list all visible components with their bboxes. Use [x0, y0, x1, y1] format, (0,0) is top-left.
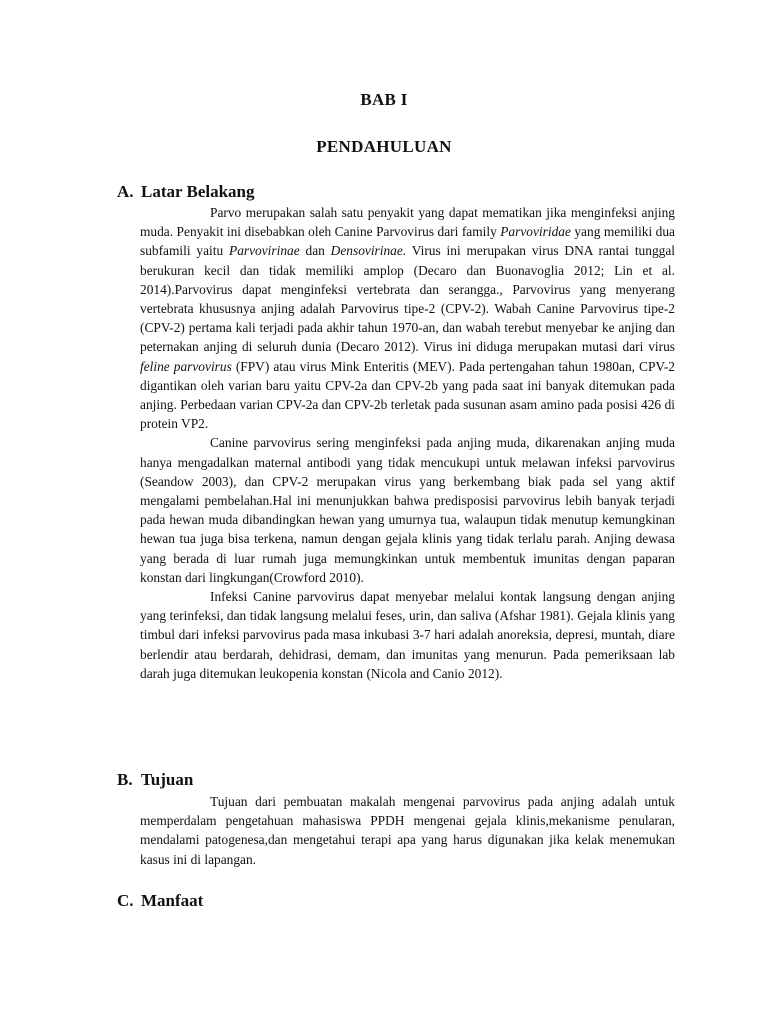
section-title: Tujuan	[141, 770, 194, 789]
italic-term: Densovirinae.	[330, 243, 407, 259]
italic-term: Parvovirinae	[229, 243, 300, 259]
section-letter: C.	[117, 891, 134, 910]
section-body-latar-belakang	[140, 203, 675, 683]
text-run: Virus ini merupakan virus DNA rantai tunggal berukuran kecil dan tidak memiliki amplop (Decaro dan Buonavoglia 2012; Lin et al. 2014).Parvovirus dapat menginfeksi vertebrata dan serangga., Parvovirus yang menyerang vertebrata khususnya anjing adalah Parvovirus tipe-2 (CPV-2). Wabah Canine Parvovirus tipe-2 (CPV-2) pertama kali terjadi pada akhir tahun 1970-an, dan wabah terebut menyebar ke anjing dan peternakan anjing di seluruh dunia (Decaro 2012). Virus ini diduga merupakan mutasi dari virus	[140, 243, 675, 355]
text-run: Parvo merupakan salah satu penyakit yang dapat mematikan jika menginfeksi anjing muda. Penyakit ini disebabkan oleh Canine Parvovirus dari family	[140, 205, 675, 240]
chapter-heading: BAB I	[360, 90, 408, 109]
section-letter: B.	[117, 770, 133, 789]
paragraph: Infeksi Canine parvovirus dapat menyebar melalui kontak langsung dengan anjing yang terinfeksi, dan tidak langsung melalui feses, urin, dan saliva (Afshar 1981). Gejala klinis yang timbul dari infeksi parvovirus pada masa inkubasi 3-7 hari adalah anoreksia, depresi, muntah, diare berlendir atau berdarah, dehidrasi, demam, dan imunitas yang menurun. Pada pemeriksaan lab darah juga ditemukan leukopenia konstan (Nicola and Canio 2012).	[140, 589, 675, 681]
section-heading-tujuan	[117, 770, 193, 790]
section-title: Manfaat	[141, 891, 204, 910]
paragraph: Canine parvovirus sering menginfeksi pada anjing muda, dikarenakan anjing muda hanya mengadalkan maternal antibodi yang tidak mencukupi untuk melawan infeksi parvovirus (Seandow 2003), dan CPV-2 merupakan virus yang berkembang biak pada sel yang aktif mengalami pembelahan.Hal ini menunjukkan bahwa predisposisi parvovirus lebih banyak terjadi pada hewan muda dibandingkan hewan yang umurnya tua, walaupun tidak menutup kemungkinan hewan tua juga bisa terkena, namun dengan gejala klinis yang tidak terlalu parah. Anjing dewasa yang berada di luar rumah juga memungkinkan untuk membentuk imunitas dengan paparan konstan dari lingkungan(Crowford 2010).	[140, 435, 675, 585]
paragraph	[140, 203, 675, 433]
paragraph: Tujuan dari pembuatan makalah mengenai parvovirus pada anjing adalah untuk memperdalam pengetahuan mahasiswa PPDH mengenai gejala klinis,mekanisme penularan, mendalami patogenesa,dan mengetahui terapi apa yang harus digunakan jika kelak menemukan kasus ini di lapangan.	[140, 794, 675, 867]
section-heading-manfaat	[117, 891, 203, 911]
text-run: (FPV) atau virus Mink Enteritis (MEV). Pada pertengahan tahun 1980an, CPV-2 digantikan oleh varian baru yaitu CPV-2a dan CPV-2b yang pada saat ini banyak ditemukan pada anjing. Perbedaan varian CPV-2a dan CPV-2b terletak pada susunan asam amino pada posisi 426 di protein VP2.	[140, 358, 675, 432]
italic-term: feline parvovirus	[140, 358, 232, 374]
section-heading-latar-belakang	[117, 182, 255, 202]
italic-term: Parvoviridae	[500, 224, 571, 240]
section-letter: A.	[117, 182, 134, 201]
section-title: Latar Belakang	[141, 182, 255, 201]
page-title: PENDAHULUAN	[316, 137, 452, 156]
text-run: yang memiliki dua subfamili yaitu	[140, 224, 675, 259]
text-run: dan	[299, 243, 331, 259]
section-body-tujuan	[140, 792, 675, 869]
